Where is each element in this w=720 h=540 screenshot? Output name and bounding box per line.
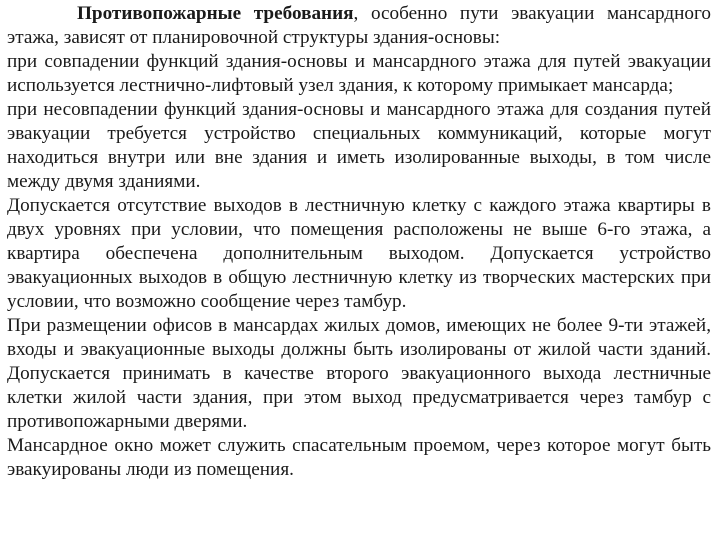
paragraph-matching-functions: при совпадении функций здания-основы и мансардного этажа для путей эвакуации используется лестнично-лифтовый узел здания, к которому примыкает мансарда; bbox=[7, 51, 711, 96]
paragraph-apartment-exits: Допускается отсутствие выходов в лестничную клетку с каждого этажа квартиры в двух уровнях при условии, что помещения расположены не выше 6-го этажа, а квартира обеспечена дополнительным выходом. Допускается устройство эвакуационных выходов в общую лестничную клетку из творческих мастерских при условии, что возможно сообщение через тамбур. bbox=[7, 195, 711, 312]
paragraph-rescue-window: Мансардное окно может служить спасательным проемом, через которое могут быть эвакуированы люди из помещения. bbox=[7, 435, 711, 480]
paragraph-nonmatching-functions: при несовпадении функций здания-основы и мансардного этажа для создания путей эвакуации требуется устройство специальных коммуникаций, которые могут находиться внутри или вне здания и иметь изолированные выходы, в том числе между двумя зданиями. bbox=[7, 99, 711, 192]
intro-text: , особенно пути эвакуации мансардного этажа, зависят от планировочной структуры здания-основы: bbox=[7, 3, 711, 48]
intro-bold-term: Противопожарные требования bbox=[77, 3, 354, 24]
paragraph-office-exits: При размещении офисов в мансардах жилых домов, имеющих не более 9-ти этажей, входы и эвакуационные выходы должны быть изолированы от жилой части зданий. Допускается принимать в качестве второго эвакуационного выхода лестничные клетки жилой части здания, при этом выход предусматривается через тамбур с противопожарными дверями. bbox=[7, 315, 711, 432]
intro-paragraph bbox=[7, 2, 711, 50]
document-page bbox=[7, 2, 711, 482]
